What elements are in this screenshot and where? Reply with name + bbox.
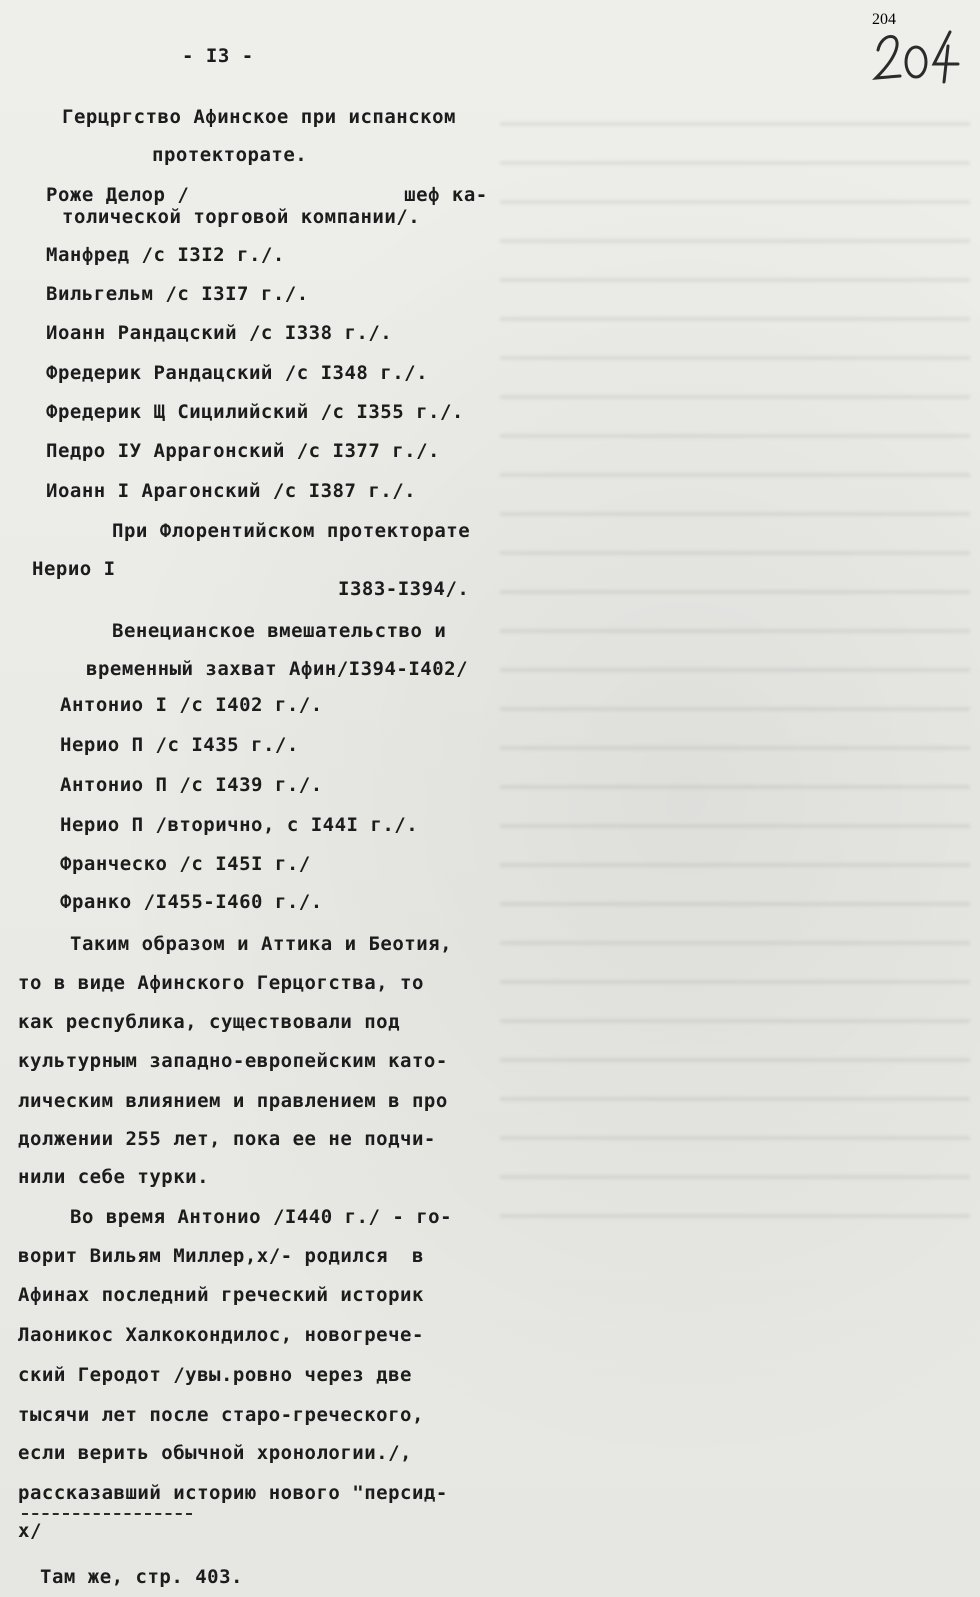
paragraph-line: если верить обычной хронологии./, <box>18 1442 412 1464</box>
ruler-years: I383-I394/. <box>338 578 470 600</box>
paragraph-line: нили себе турки. <box>18 1166 210 1188</box>
bleed-through-text <box>500 100 970 1250</box>
paragraph-line: Лаоникос Халкокондилос, новогрече- <box>18 1324 424 1346</box>
paragraph-line: Таким образом и Аттика и Беотия, <box>70 933 453 955</box>
ruler-entry: Франко /I455-I460 г./. <box>60 891 323 913</box>
ruler-entry: Педро IУ Аррагонский /с I377 г./. <box>46 440 440 462</box>
ruler-entry: Нерио П /с I435 г./. <box>60 734 299 756</box>
section-heading: протекторате. <box>152 144 308 166</box>
ruler-entry: Нерио П /вторично, с I44I г./. <box>60 814 419 836</box>
paragraph-line: тысячи лет после старо-греческого, <box>18 1404 424 1426</box>
ruler-entry: Фредерик Щ Сицилийский /с I355 г./. <box>46 401 464 423</box>
paragraph-line: лическим влиянием и правлением в про <box>18 1090 448 1112</box>
ruler-entry: Нерио I <box>32 558 116 580</box>
section-heading: Герцргство Афинское при испанском <box>62 106 456 128</box>
paragraph-line: культурным западно-европейским като- <box>18 1050 448 1072</box>
page-number: - I3 - <box>182 45 254 67</box>
ruler-entry: Антонио П /с I439 г./. <box>60 774 323 796</box>
paragraph-line: рассказавший историю нового "персид- <box>18 1482 448 1504</box>
paragraph-line: Афинах последний греческий историк <box>18 1284 424 1306</box>
handwritten-folio-number <box>872 11 962 86</box>
ruler-entry: Вильгельм /с I3I7 г./. <box>46 283 309 305</box>
ruler-entry: Роже Делор / шеф ка- <box>46 184 488 206</box>
section-heading: Венецианское вмешательство и <box>112 620 447 642</box>
section-heading: временный захват Афин/I394-I402/ <box>86 658 469 680</box>
folio-text: 204 <box>872 11 896 28</box>
paragraph-line: должении 255 лет, пока ее не подчи- <box>18 1128 436 1150</box>
footnote-marker: х/ <box>18 1520 42 1542</box>
paragraph-line: Во время Антонио /I440 г./ - го- <box>70 1206 453 1228</box>
footnote-separator <box>22 1513 192 1515</box>
ruler-entry: Манфред /с I3I2 г./. <box>46 244 285 266</box>
ruler-entry: толической торговой компании/. <box>62 206 421 228</box>
ruler-entry: Иоанн Рандацский /с I338 г./. <box>46 322 393 344</box>
paragraph-line: ворит Вильям Миллер,х/- родился в <box>18 1245 424 1267</box>
paragraph-line: то в виде Афинского Герцогства, то <box>18 972 424 994</box>
footnote-text: Там же, стр. 403. <box>40 1566 243 1588</box>
ruler-entry: Иоанн I Арагонский /с I387 г./. <box>46 480 417 502</box>
ruler-entry: Фредерик Рандацский /с I348 г./. <box>46 362 429 384</box>
paragraph-line: ский Геродот /увы.ровно через две <box>18 1364 412 1386</box>
ruler-entry: Антонио I /с I402 г./. <box>60 694 323 716</box>
ruler-entry: Франческо /с I45I г./ <box>60 853 311 875</box>
paragraph-line: как республика, существовали под <box>18 1011 401 1033</box>
section-heading: При Флорентийском протекторате <box>112 520 471 542</box>
